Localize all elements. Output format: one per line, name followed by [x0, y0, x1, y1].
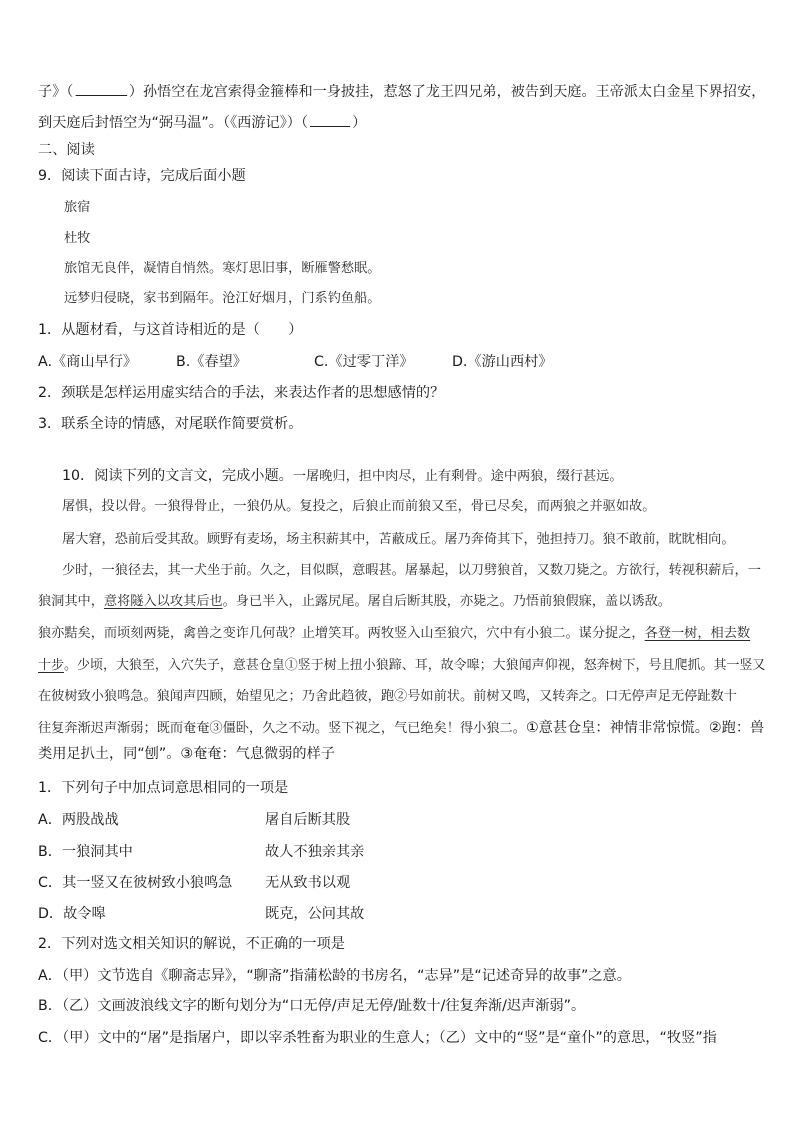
passage-line: 少时，一狼径去，其一犬坐于前。久之，目似瞑，意暇甚。屠暴起，以刀劈狼首，又数刀毙之。方欲行，转视积薪后，一: [62, 563, 761, 578]
option-b[interactable]: B.《春望》: [176, 354, 247, 370]
question-9-title: 9．阅读下面古诗，完成后面小题: [38, 168, 246, 184]
sub-question: 1．从题材看，与这首诗相近的是（ ）: [38, 322, 303, 338]
text-line: 子》（ ）孙悟空在龙宫索得金箍棒和一身披挂，惹怒了龙王四兄弟，被告到天庭。王帝派太白金星下界招安，: [38, 84, 766, 100]
passage-line: 狼洞其中，意将隧入以攻其后也。身已半入，止露尻尾。屠自后断其股，亦毙之。乃悟前狼假寐，盖以诱敌。: [38, 594, 671, 609]
answer-blank[interactable]: [75, 82, 126, 96]
option-a[interactable]: A.《商山早行》: [38, 354, 138, 370]
poem-line: 远梦归侵晓，家书到隔年。沧江好烟月，门系钓鱼船。: [64, 291, 381, 306]
pair-right: 无从致书以观: [265, 875, 351, 891]
question-10-title: 10．阅读下列的文言文，完成小题。一屠晚归，担中肉尽，止有剩骨。途中两狼，缀行甚远。: [62, 468, 623, 484]
pair-right: 故人不独亲其亲: [265, 844, 365, 860]
footnote-line: 类用足扒土，同“刨”。③奄奄：气息微弱的样子: [38, 746, 335, 762]
passage-line: 往复奔渐迟声渐弱；既而奄奄③僵卧，久之不动。竖下视之，气已绝矣！得小狼二。①意甚仓皇：神情非常惊慌。②跑：兽: [38, 720, 765, 736]
text-line: 到天庭后封悟空为“弼马温”。（《西游记》）（ ）: [38, 115, 367, 131]
passage-line: 在彼树致小狼鸣急。狼闻声四顾，始望见之；乃舍此趋彼，跑②号如前状。前树又鸣，又转奔之。口无停声足无停趾数十: [38, 689, 737, 704]
passage-line: 屠惧，投以骨。一狼得骨止，一狼仍从。复投之，后狼止而前狼又至，骨已尽矣，而两狼之并驱如故。: [62, 499, 656, 514]
pair-left[interactable]: A．两股战战: [38, 812, 119, 828]
pair-right: 既克，公问其故: [265, 906, 365, 922]
poem-author: 杜牧: [64, 231, 91, 246]
pair-left[interactable]: B．一狼洞其中: [38, 844, 133, 860]
pair-left[interactable]: D．故令嗥: [38, 906, 106, 922]
poem-title: 旅宿: [64, 200, 91, 215]
option-b[interactable]: B．（乙）文画波浪线文字的断句划分为“口无停/声足无停/趾数十/往复奔渐/迟声渐弱”。: [38, 998, 586, 1014]
option-d[interactable]: D.《游山西村》: [452, 354, 553, 370]
sub-question: 2．颈联是怎样运用虚实结合的手法，来表达作者的思想感情的？: [38, 385, 445, 401]
answer-blank[interactable]: [310, 113, 350, 127]
option-a[interactable]: A．（甲）文节选自《聊斋志异》，“聊斋”指蒲松龄的书房名，“志异”是“记述奇异的故事”之意。: [38, 968, 631, 984]
sub-question: 3．联系全诗的情感，对尾联作简要赏析。: [38, 416, 303, 432]
pair-right: 屠自后断其股: [265, 812, 351, 828]
sub-question: 1．下列句子中加点词意思相同的一项是: [38, 780, 289, 796]
poem-line: 旅馆无良伴，凝情自悄然。寒灯思旧事，断雁警愁眠。: [64, 261, 381, 276]
passage-line: 屠大窘，恐前后受其敌。顾野有麦场，场主积薪其中，苫蔽成丘。屠乃奔倚其下，弛担持刀。狼不敢前，眈眈相向。: [62, 532, 735, 547]
passage-line: 十步。少顷，大狼至，入穴失子，意甚仓皇①竖于树上扭小狼蹄、耳，故令嗥；大狼闻声仰视，怒奔树下，号且爬抓。其一竖又: [38, 658, 766, 673]
sub-question: 2．下列对选文相关知识的解说，不正确的一项是: [38, 936, 345, 952]
passage-line: 狼亦黠矣，而顷刻两毙，禽兽之变诈几何哉？止增笑耳。两牧竖入山至狼穴，穴中有小狼二。谋分捉之，各登一树，相去数: [38, 626, 751, 641]
option-c[interactable]: C.《过零丁洋》: [314, 354, 414, 370]
section-heading: 二、阅读: [38, 142, 95, 158]
option-c[interactable]: C．（甲）文中的“屠”是指屠户，即以宰杀牲畜为职业的生意人；（乙）文中的“竖”是“童仆”的意思，“牧竖”指: [38, 1030, 717, 1046]
pair-left[interactable]: C．其一竖又在彼树致小狼鸣急: [38, 875, 233, 891]
